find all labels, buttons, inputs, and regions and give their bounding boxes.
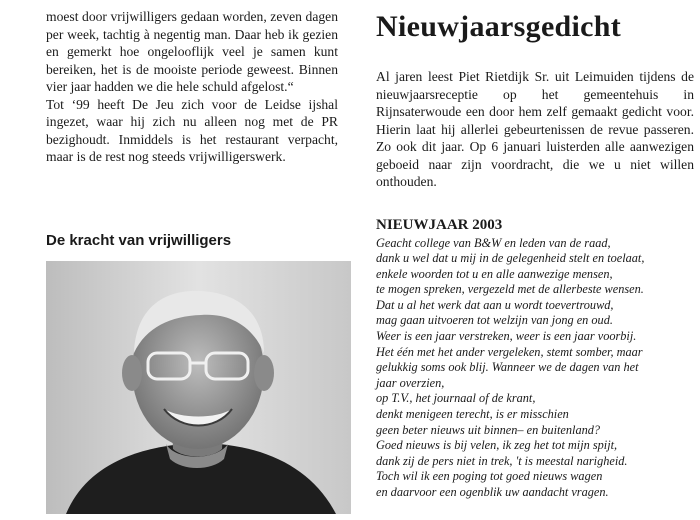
poem-line: en daarvoor een ogenblik uw aandacht vragen. [376,485,609,499]
poem-line: dank zij de pers niet in trek, 't is meestal narigheid. [376,453,628,468]
poem-line: enkele woorden tot u en alle aanwezige mensen, [376,266,613,281]
poem-line: geen beter nieuws uit binnen– en buitenland? [376,422,601,437]
poem-line: Toch wil ik een poging tot goed nieuws wagen [376,469,603,484]
poem-line: Het één met het ander vergeleken, stemt somber, maar [376,344,643,359]
poem [376,236,694,501]
poem-line: jaar overzien, [376,375,445,390]
poem-line: dank u wel dat u mij in de gelegenheid stelt en toelaat, [376,251,645,266]
volunteer-portrait-photo [46,261,351,514]
intro-paragraph: Al jaren leest Piet Rietdijk Sr. uit Leimuiden tijdens de nieuwjaarsreceptie op het gemeentehuis in Rijnsaterwoude een door hem zelf gemaakt gedicht voor. Hierin laat hij allerlei gebeurtenissen de revue passeren. Zo ook dit jaar. Op 6 januari luisterden alle aanwezigen geboeid naar zijn voordracht, die we u niet willen onthouden. [376,69,694,189]
left-paragraph-1: moest door vrijwilligers gedaan worden, zeven dagen per week, tachtig à negentig man. Daar heb ik gezien en gemerkt hoe ongelooflijk veel je samen kunt bereiken, het is de mooiste periode geweest. Binnen vier jaar hadden we die hele schuld afgelost.“ [46,9,338,94]
right-column [376,8,694,501]
article-title: Nieuwjaarsgedicht [376,10,622,43]
poem-line: Dat u al het werk dat aan u wordt toevertrouwd, [376,297,614,312]
left-column [46,8,338,166]
poem-line: Goed nieuws is bij velen, ik zeg het tot mijn spijt, [376,438,618,453]
photo-section-heading: De kracht van vrijwilligers [46,232,232,249]
poem-line: op T.V., het journaal of de krant, [376,391,536,406]
poem-line: denkt menigeen terecht, is er misschien [376,407,569,422]
portrait-illustration [46,261,351,514]
poem-line: Geacht college van B&W en leden van de raad, [376,235,611,250]
poem-line: mag gaan uitvoeren tot welzijn van jong en oud. [376,313,613,328]
poem-line: te mogen spreken, vergezeld met de allerbeste wensen. [376,282,644,297]
poem-line: gelukkig soms ook blij. Wanneer we de dagen van het [376,360,639,375]
left-paragraph-2: Tot ‘99 heeft De Jeu zich voor de Leidse ijshal ingezet, waar hij zich nu alleen nog met de PR bezighoudt. Inmiddels is het restaurant verpacht, maar is de rest nog steeds vrijwilligerswerk. [46,96,338,164]
poem-title: NIEUWJAAR 2003 [376,216,503,233]
poem-line: Weer is een jaar verstreken, weer is een jaar voorbij. [376,329,637,344]
